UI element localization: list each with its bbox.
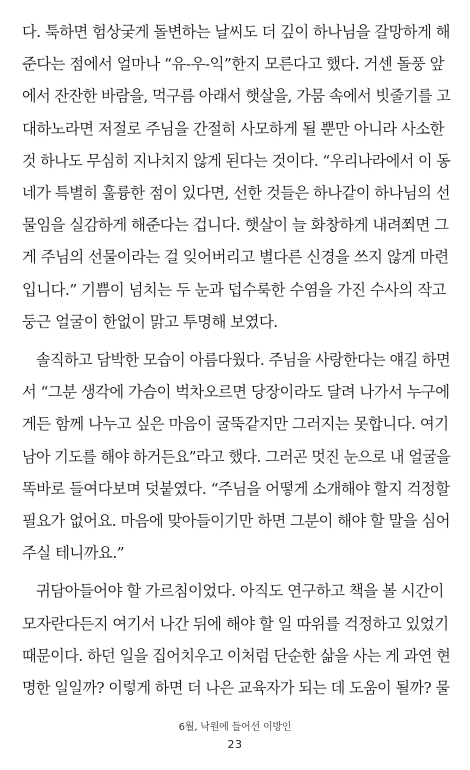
- text-line: 준다는 점에서 얼마나 “유-우-익”한지 모른다고 했다. 거센 돌풍 앞: [22, 55, 445, 74]
- text-line: 귀담아들어야 할 가르침이었다. 아직도 연구하고 책을 볼 시간이: [36, 582, 444, 601]
- text-line: 게든 함께 나누고 싶은 마음이 굴뚝같지만 그러지는 못합니다. 여기: [22, 415, 449, 434]
- text-line: 주실 테니까요.”: [22, 544, 125, 563]
- text-line: 똑바로 들여다보며 덧붙였다. “주님을 어떻게 소개해야 할지 걱정할: [22, 479, 450, 498]
- running-title: 6월, 낙원에 들어선 이방인: [178, 722, 292, 733]
- text-line: 게 주님의 선물이라는 걸 잊어버리고 별다른 신경을 쓰지 않게 마련: [22, 248, 449, 267]
- text-line: 모자란다든지 여기서 나간 뒤에 해야 할 일 따위를 걱정하고 있었기: [22, 614, 449, 633]
- page-number: 23: [227, 738, 243, 751]
- text-line: 남아 기도를 해야 하거든요”라고 했다. 그러곤 멋진 눈으로 내 얼굴을: [22, 447, 451, 466]
- text-line: 필요가 없어요. 마음에 맞아들이기만 하면 그분이 해야 할 말을 심어: [22, 512, 450, 530]
- text-line: 명한 일일까? 이렇게 하면 더 나은 교육자가 되는 데 도움이 될까? 물: [22, 679, 450, 697]
- text-line: 때문이다. 하던 일을 집어치우고 이처럼 단순한 삶을 사는 게 과연 현: [22, 646, 451, 665]
- text-line: 서 “그분 생각에 가슴이 벅차오르면 당장이라도 달려 나가서 누구에: [22, 383, 450, 402]
- text-line: 입니다.” 기쁨이 넘치는 두 눈과 덥수룩한 수염을 가진 수사의 작고: [22, 280, 446, 299]
- text-line: 네가 특별히 훌륭한 점이 있다면, 선한 것들은 하나같이 하나님의 선: [22, 184, 450, 202]
- text-line: 솔직하고 담박한 모습이 아름다웠다. 주님을 사랑한다는 얘길 하면: [36, 351, 451, 369]
- text-line: 다. 툭하면 험상궂게 돌변하는 날씨도 더 깊이 하나님을 갈망하게 해: [22, 23, 450, 41]
- text-line: 둥근 얼굴이 한없이 맑고 투명해 보였다.: [22, 312, 278, 331]
- text-line: 물임을 실감하게 해준다는 겁니다. 햇살이 늘 화창하게 내려쬐면 그: [22, 216, 449, 235]
- text-line: 대하노라면 저절로 주님을 간절히 사모하게 될 뿐만 아니라 사소한: [22, 119, 445, 138]
- text-line: 것 하나도 무심히 지나치지 않게 된다는 것이다. “우리나라에서 이 동: [22, 151, 451, 170]
- text-line: 에서 잔잔한 바람을, 먹구름 아래서 햇살을, 가뭄 속에서 빗줄기를 고: [22, 87, 451, 106]
